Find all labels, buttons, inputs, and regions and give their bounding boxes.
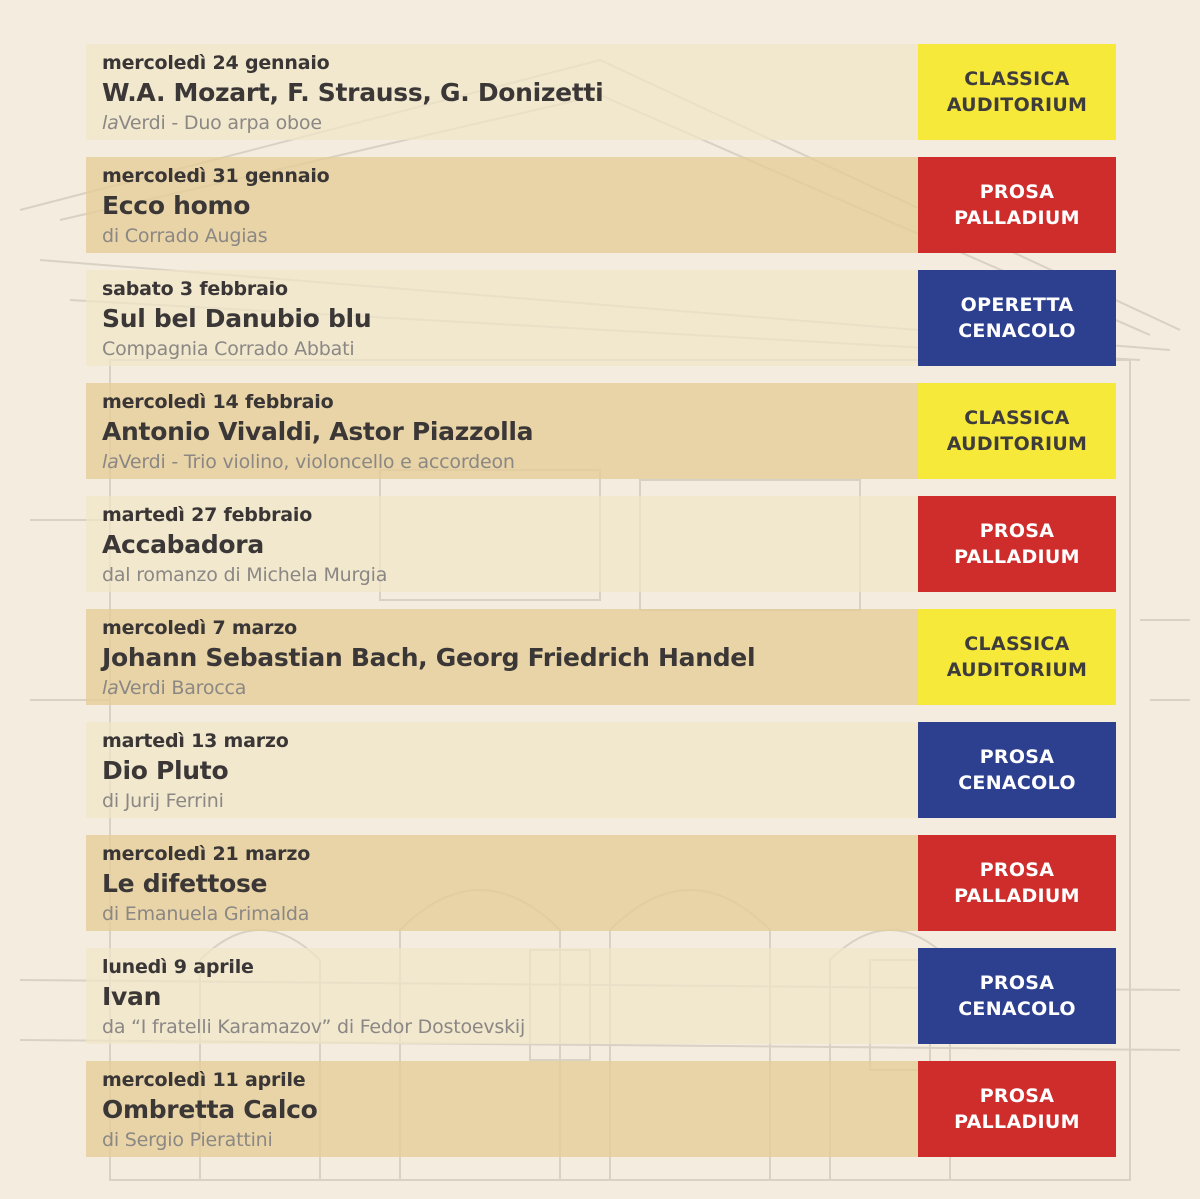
event-subtitle-prefix: la [102, 677, 119, 699]
event-genre: PROSA [979, 181, 1055, 203]
event-title: Le difettose [102, 869, 268, 898]
event-category-badge [918, 383, 1116, 479]
event-title: Antonio Vivaldi, Astor Piazzolla [102, 417, 534, 446]
event-venue: AUDITORIUM [946, 94, 1088, 116]
event-venue: PALLADIUM [954, 1111, 1080, 1133]
event-date: mercoledì 11 aprile [102, 1069, 306, 1091]
event-subtitle [102, 677, 246, 699]
event-title: Sul bel Danubio blu [102, 304, 372, 333]
event-info [86, 609, 918, 705]
event-row [86, 1061, 1116, 1157]
event-row [86, 157, 1116, 253]
event-subtitle-text: Verdi - Duo arpa oboe [118, 112, 322, 134]
event-subtitle-text: di Jurij Ferrini [102, 790, 224, 812]
event-subtitle-prefix: la [102, 112, 119, 134]
event-subtitle-prefix: la [102, 451, 119, 473]
event-info [86, 948, 918, 1044]
event-category-badge [918, 835, 1116, 931]
event-row [86, 722, 1116, 818]
event-venue: PALLADIUM [954, 546, 1080, 568]
event-date: mercoledì 14 febbraio [102, 391, 334, 413]
event-date: sabato 3 febbraio [102, 278, 288, 300]
event-venue: PALLADIUM [954, 207, 1080, 229]
event-info [86, 270, 918, 366]
event-category-badge [918, 270, 1116, 366]
event-title: Ecco homo [102, 191, 251, 220]
event-subtitle-text: Compagnia Corrado Abbati [102, 338, 355, 360]
event-genre: PROSA [979, 746, 1055, 768]
event-row [86, 270, 1116, 366]
event-row [86, 948, 1116, 1044]
event-date: lunedì 9 aprile [102, 956, 254, 978]
event-info [86, 722, 918, 818]
event-date: martedì 27 febbraio [102, 504, 313, 526]
event-venue: AUDITORIUM [946, 433, 1088, 455]
event-row [86, 44, 1116, 140]
event-subtitle [102, 112, 322, 134]
event-title: Accabadora [102, 530, 264, 559]
event-subtitle [102, 225, 267, 247]
event-date: martedì 13 marzo [102, 730, 289, 752]
event-subtitle-text: da “I fratelli Karamazov” di Fedor Dostoevskij [102, 1016, 526, 1038]
event-info [86, 835, 918, 931]
event-category-badge [918, 1061, 1116, 1157]
event-info [86, 157, 918, 253]
event-genre: OPERETTA [960, 294, 1074, 316]
event-genre: PROSA [979, 520, 1055, 542]
event-subtitle-text: Verdi Barocca [118, 677, 247, 699]
event-subtitle-text: di Emanuela Grimalda [102, 903, 310, 925]
event-row [86, 496, 1116, 592]
event-subtitle [102, 451, 515, 473]
event-title: W.A. Mozart, F. Strauss, G. Donizetti [102, 78, 604, 107]
event-category-badge [918, 44, 1116, 140]
event-category-badge [918, 496, 1116, 592]
event-info [86, 44, 918, 140]
event-genre: CLASSICA [964, 633, 1070, 655]
event-date: mercoledì 7 marzo [102, 617, 298, 639]
event-subtitle-text: dal romanzo di Michela Murgia [102, 564, 388, 586]
event-date: mercoledì 24 gennaio [102, 52, 330, 74]
event-category-badge [918, 948, 1116, 1044]
event-genre: PROSA [979, 1085, 1055, 1107]
event-genre: PROSA [979, 859, 1055, 881]
event-genre: CLASSICA [964, 68, 1070, 90]
event-category-badge [918, 722, 1116, 818]
event-row [86, 383, 1116, 479]
event-subtitle [102, 1129, 273, 1151]
event-subtitle [102, 903, 309, 925]
event-venue: PALLADIUM [954, 885, 1080, 907]
event-venue: CENACOLO [958, 320, 1076, 342]
event-subtitle [102, 1016, 525, 1038]
event-subtitle-text: di Sergio Pierattini [102, 1129, 273, 1151]
event-genre: PROSA [979, 972, 1055, 994]
event-list [86, 44, 1116, 1174]
event-row [86, 609, 1116, 705]
event-info [86, 496, 918, 592]
event-title: Dio Pluto [102, 756, 229, 785]
event-venue: CENACOLO [958, 998, 1076, 1020]
event-subtitle [102, 338, 354, 360]
event-subtitle-text: Verdi - Trio violino, violoncello e accordeon [118, 451, 515, 473]
event-genre: CLASSICA [964, 407, 1070, 429]
event-title: Ombretta Calco [102, 1095, 318, 1124]
event-info [86, 383, 918, 479]
event-date: mercoledì 31 gennaio [102, 165, 330, 187]
event-title: Ivan [102, 982, 162, 1011]
event-row [86, 835, 1116, 931]
event-title: Johann Sebastian Bach, Georg Friedrich Handel [102, 643, 756, 672]
event-venue: AUDITORIUM [946, 659, 1088, 681]
event-subtitle-text: di Corrado Augias [102, 225, 268, 247]
event-subtitle [102, 790, 224, 812]
event-category-badge [918, 609, 1116, 705]
event-category-badge [918, 157, 1116, 253]
event-date: mercoledì 21 marzo [102, 843, 311, 865]
event-venue: CENACOLO [958, 772, 1076, 794]
event-subtitle [102, 564, 387, 586]
event-info [86, 1061, 918, 1157]
